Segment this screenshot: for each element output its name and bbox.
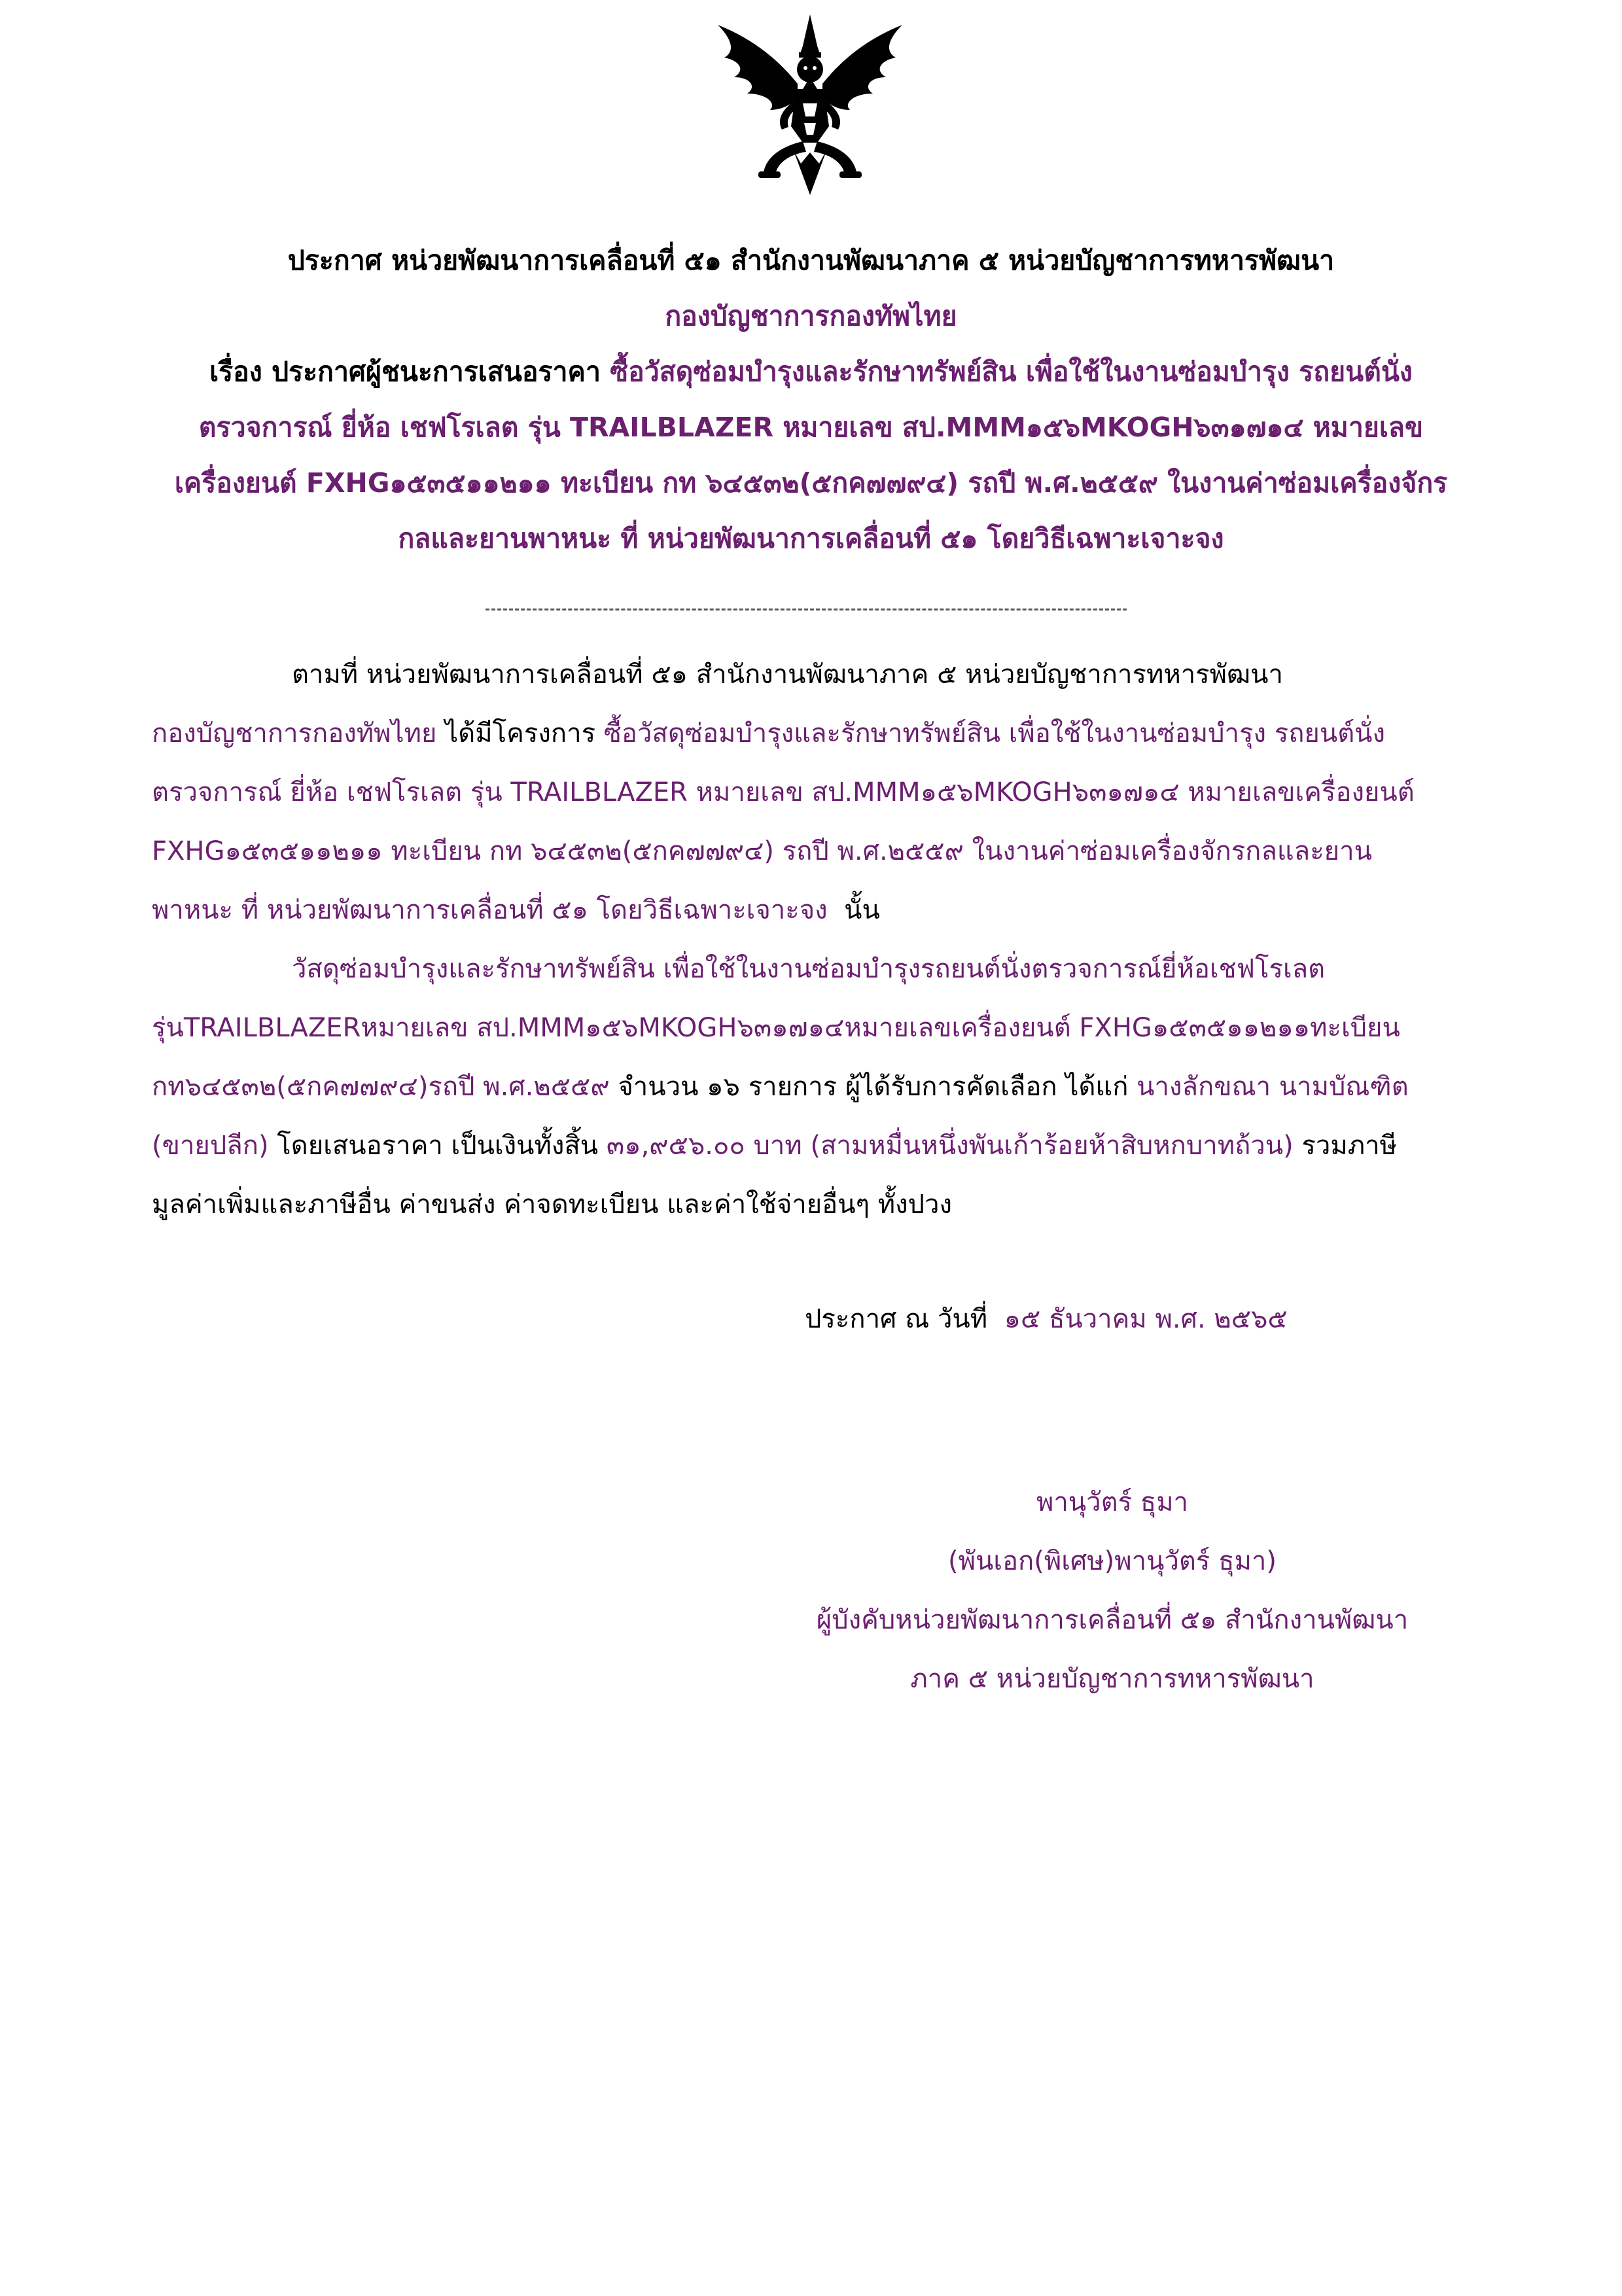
garuda-emblem-icon (705, 12, 915, 198)
signature-position-2: ภาค ๕ หน่วยบัญชาการทหารพัฒนา (910, 1664, 1314, 1694)
para1-end: นั้น (844, 895, 880, 925)
para2-offer-label: โดยเสนอราคา เป็นเงินทั้งสิ้น (277, 1131, 599, 1161)
para2-line-4 (152, 1129, 1473, 1163)
para1-line-3: ตรวจการณ์ ยี่ห้อ เชฟโรเลต รุ่น TRAILBLAZER หมายเลข สป.MMM๑๕๖MKOGH๖๓๑๗๑๔ หมายเลขเครื่องยนต์ (152, 777, 1415, 807)
para2-winner-type: (ขายปลีก) (152, 1131, 269, 1161)
header-subject-text: ซื้อวัสดุซ่อมบำรุงและรักษาทรัพย์สิน เพื่อใช้ในงานซ่อมบำรุง รถยนต์นั่ง (610, 356, 1413, 387)
para1-line-4: FXHG๑๕๓๕๑๑๒๑๑ ทะเบียน กท ๖๔๕๓๒(๕กค๗๗๙๔) รถปี พ.ศ.๒๕๕๙ ในงานค่าซ่อมเครื่องจักรกลและยาน (152, 836, 1372, 866)
para2-selection: จำนวน ๑๖ รายการ ผู้ได้รับการคัดเลือก ได้แก่ (618, 1072, 1129, 1102)
para1-org: กองบัญชาการกองทัพไทย (152, 718, 437, 749)
para1-line-5 (152, 893, 1473, 927)
para2-line-3 (152, 1070, 1473, 1104)
header-subject-prefix: เรื่อง ประกาศผู้ชนะการเสนอราคา (209, 356, 601, 387)
header-org: กองบัญชาการกองทัพไทย (665, 300, 957, 332)
para1-line-1: ตามที่ หน่วยพัฒนาการเคลื่อนที่ ๕๑ สำนักงานพัฒนาภาค ๕ หน่วยบัญชาการทหารพัฒนา (292, 660, 1283, 690)
header-title: ประกาศ หน่วยพัฒนาการเคลื่อนที่ ๕๑ สำนักงานพัฒนาภาค ๕ หน่วยบัญชาการทหารพัฒนา (287, 245, 1335, 276)
para2-registration: กท๖๔๕๓๒(๕กค๗๗๙๔)รถปี พ.ศ.๒๕๕๙ (152, 1072, 610, 1102)
para2-line-2: รุ่นTRAILBLAZERหมายเลข สป.MMM๑๕๖MKOGH๖๓๑๗๑๔หมายเลขเครื่องยนต์ FXHG๑๕๓๕๑๑๒๑๑ทะเบียน (152, 1013, 1400, 1043)
para1-method: พาหนะ ที่ หน่วยพัฒนาการเคลื่อนที่ ๕๑ โดยวิธีเฉพาะเจาะจง (152, 895, 828, 925)
header-subject-line-4: กลและยานพาหนะ ที่ หน่วยพัฒนาการเคลื่อนที่ ๕๑ โดยวิธีเฉพาะเจาะจง (398, 523, 1224, 554)
header-subject-line (131, 355, 1491, 389)
signature-full-name: (พันเอก(พิเศษ)พานุวัตร์ ธุมา) (948, 1546, 1277, 1576)
para2-line-5: มูลค่าเพิ่มและภาษีอื่น ค่าขนส่ง ค่าจดทะเบียน และค่าใช้จ่ายอื่นๆ ทั้งปวง (152, 1190, 953, 1220)
para2-amount: ๓๑,๙๕๖.๐๐ บาท (สามหมื่นหนึ่งพันเก้าร้อยห้าสิบหกบาทถ้วน) (606, 1131, 1294, 1161)
para1-project-label: ได้มีโครงการ (445, 718, 596, 749)
para2-vat: รวมภาษี (1301, 1131, 1397, 1161)
divider (485, 609, 1127, 610)
para2-winner-name: นางลักขณา นามบัณฑิต (1137, 1072, 1409, 1102)
signature-name: พานุวัตร์ ธุมา (1036, 1487, 1189, 1517)
announce-date-value: ๑๕ ธันวาคม พ.ศ. ๒๕๖๕ (1004, 1304, 1288, 1334)
para1-project-subject: ซื้อวัสดุซ่อมบำรุงและรักษาทรัพย์สิน เพื่อใช้ในงานซ่อมบำรุง รถยนต์นั่ง (603, 718, 1386, 749)
signature-position-1: ผู้บังคับหน่วยพัฒนาการเคลื่อนที่ ๕๑ สำนักงานพัฒนา (816, 1605, 1409, 1635)
header-subject-line-2: ตรวจการณ์ ยี่ห้อ เชฟโรเลต รุ่น TRAILBLAZER หมายเลข สป.MMM๑๕๖MKOGH๖๓๑๗๑๔ หมายเลข (198, 412, 1424, 443)
para2-line-1: วัสดุซ่อมบำรุงและรักษาทรัพย์สิน เพื่อใช้ในงานซ่อมบำรุงรถยนต์นั่งตรวจการณ์ยี่ห้อเชฟโรเลต (292, 954, 1326, 984)
announce-date-label: ประกาศ ณ วันที่ (805, 1304, 988, 1334)
para1-line-2 (152, 716, 1473, 751)
announce-date (805, 1302, 1288, 1336)
header-subject-line-3: เครื่องยนต์ FXHG๑๕๓๕๑๑๒๑๑ ทะเบียน กท ๖๔๕๓๒(๕กค๗๗๙๔) รถปี พ.ศ.๒๕๕๙ ในงานค่าซ่อมเครื่องจักร (174, 467, 1448, 499)
